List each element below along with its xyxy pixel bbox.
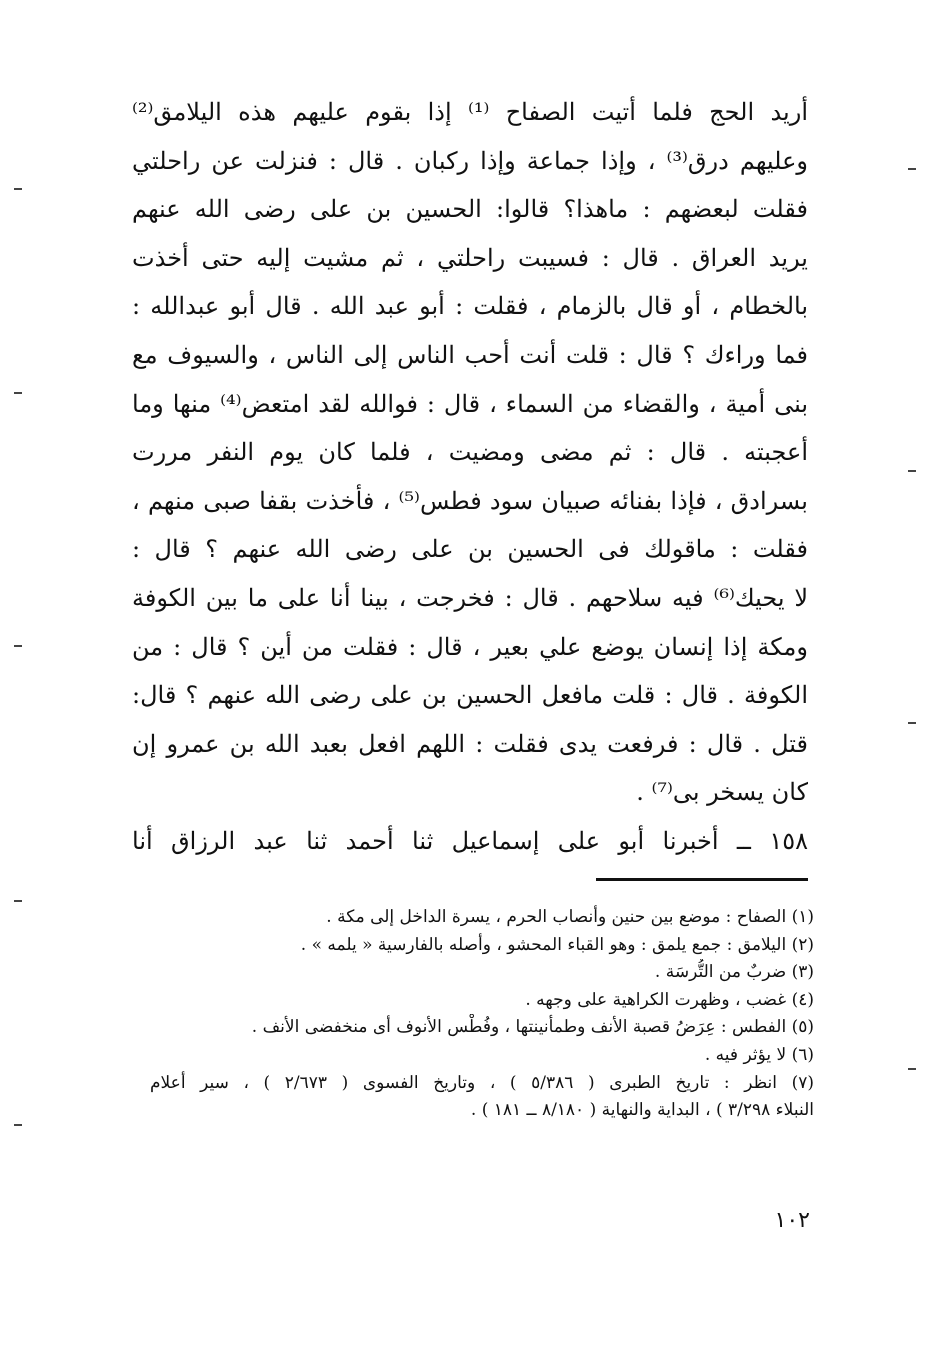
footnote-5: (٥) الفطس : عِرَضُ قصبة الأنف وطمأنينتها ، وفُطْس الأنوف أى منخفضى الأنف .	[251, 1017, 814, 1038]
text-line: ومكة إذا إنسان يوضع علي بعير ، قال : فقلت من أين ؟ قال : من	[132, 632, 808, 661]
scan-mark	[14, 900, 22, 902]
main-text	[132, 88, 808, 866]
text-line: كان يسخر بى⁽⁷⁾ .	[636, 778, 808, 807]
text-line: بنى أمية ، والقضاء من السماء ، قال : فوالله لقد امتعض⁽⁴⁾ منها وما	[132, 389, 808, 418]
scan-mark	[908, 470, 916, 472]
text-line: بالخطام ، أو قال بالزمام ، فقلت : أبو عبد الله . قال أبو عبدالله :	[132, 292, 808, 321]
scan-mark	[14, 392, 22, 394]
footnote-7-continued: النبلاء ٣/٢٩٨ ) ، البداية والنهاية ( ٨/١٨٠ ــ ١٨١ ) .	[470, 1100, 814, 1121]
footnote-3: (٣) ضربٌ من التُّرسَة .	[654, 962, 814, 983]
text-line: لا يحيك⁽⁶⁾ فيه سلاحهم . قال : فخرجت ، بينا أنا على ما بين الكوفة	[132, 583, 808, 612]
text-line: أريد الحج فلما أتيت الصفاح ⁽¹⁾ إذا بقوم عليهم هذه اليلامق⁽²⁾	[132, 98, 808, 126]
scan-mark	[14, 188, 22, 190]
page-number: ١٠٢	[774, 1208, 810, 1233]
scan-mark	[14, 1124, 22, 1126]
hadith-158-line: ١٥٨ ــ أخبرنا أبو على إسماعيل ثنا أحمد ثنا عبد الرزاق أنا	[132, 826, 808, 855]
footnote-4: (٤) غضب ، وظهرت الكراهية على وجهه .	[525, 989, 814, 1010]
text-line: أعجبته . قال : ثم مضى ومضيت ، فلما كان يوم النفر مررت	[132, 438, 808, 467]
text-line: فما وراءك ؟ قال : قلت أنت أحب الناس إلى الناس ، والسيوف مع	[132, 340, 808, 369]
footnote-7: (٧) انظر : تاريخ الطبرى ( ٥/٣٨٦ ) ، وتاريخ الفسوى ( ٢/٦٧٣ ) ، سير أعلام	[150, 1072, 814, 1093]
footnote-6: (٦) لا يؤثر فيه .	[704, 1044, 814, 1065]
text-line: الكوفة . قال : قلت مافعل الحسين بن على رضى الله عنهم ؟ قال:	[132, 681, 808, 710]
text-line: بسرادق ، فإذا بفنائه صبيان سود فطس⁽⁵⁾ ، فأخذت بقفا صبى منهم ،	[132, 486, 808, 515]
scan-mark	[908, 722, 916, 724]
text-line: فقلت لبعضهم : ماهذا؟ قالوا: الحسين بن على رضى الله عنهم	[132, 195, 808, 224]
footnote-2: (٢) اليلامق : جمع يلمق : وهو القباء المحشو ، وأصله بالفارسية « يلمه » .	[300, 934, 814, 955]
scan-mark	[908, 168, 916, 170]
text-line: فقلت : ماقولك فى الحسين بن على رضى الله عنهم ؟ قال :	[132, 535, 808, 564]
footnote-1: (١) الصفاح : موضع بين حنين وأنصاب الحرم ، يسرة الداخل إلى مكة .	[326, 907, 814, 927]
text-line: قتل . قال : فرفعت يدى فقلت : اللهم افعل بعبد الله بن عمرو إن	[132, 729, 808, 758]
scan-mark	[908, 1068, 916, 1070]
text-line: يريد العراق . قال : فسيبت راحلتي ، ثم مشيت إليه حتى أخذت	[132, 243, 808, 272]
footnotes	[150, 904, 814, 1125]
scan-mark	[14, 645, 22, 647]
footnote-separator	[596, 878, 808, 881]
text-line: وعليهم درق⁽³⁾ ، وإذا جماعة وإذا ركبان . قال : فنزلت عن راحلتي	[132, 146, 808, 175]
